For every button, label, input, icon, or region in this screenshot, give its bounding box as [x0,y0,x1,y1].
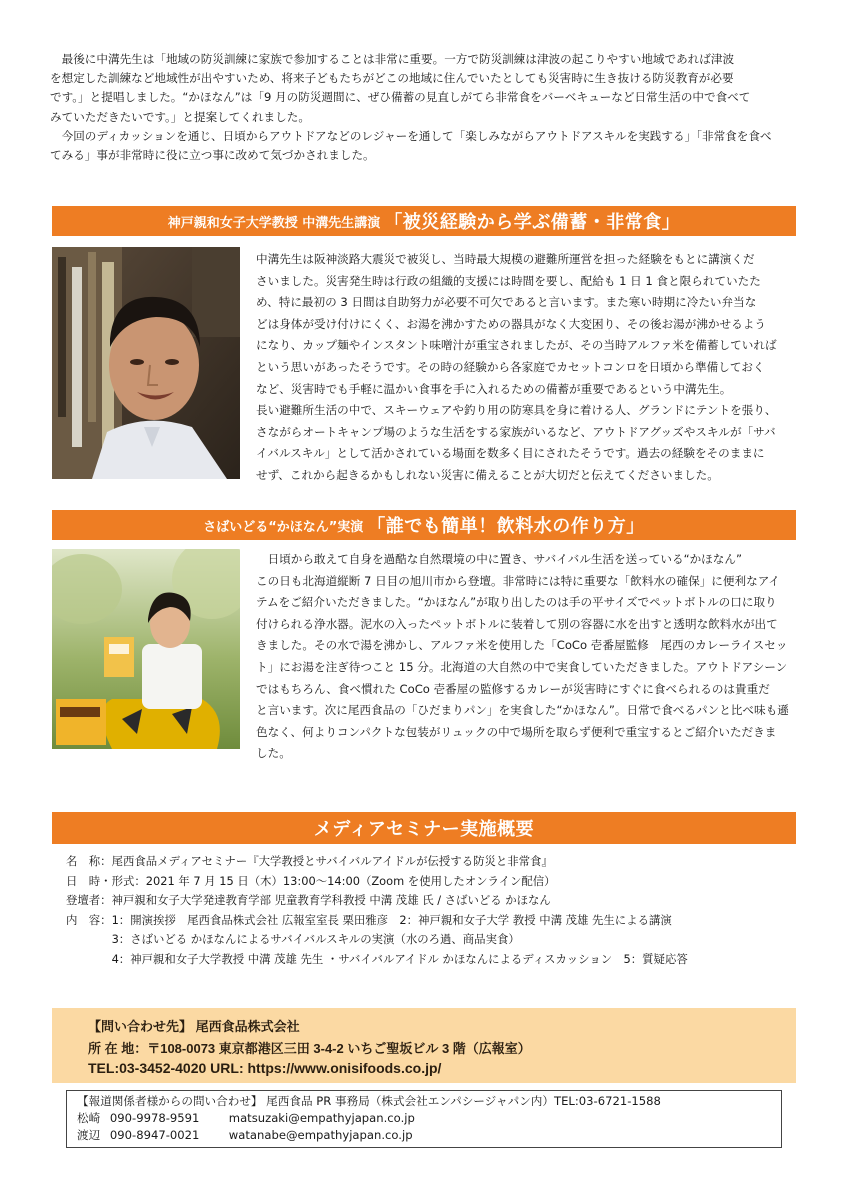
section1-header-big: 「被災経験から学ぶ備蓄・非常食」 [384,212,681,233]
section1-line: になり、カップ麺やインスタント味噌汁が重宝されましたが、その当時アルファ米を備蓄していれば [256,338,777,353]
intro-line: てみる」事が非常時に役に立つ事に改めて気づかされました。 [50,148,375,163]
intro-line: です。」と提唱しました。“かほなん”は「9 月の防災週間に、ぜひ備蓄の見直しがてら非常食をバーベキューなど日常生活の中で食べて [50,90,751,105]
professor-photo [52,247,240,479]
press-contact-email[interactable]: matsuzaki@empathyjapan.co.jp [228,1111,415,1125]
intro-paragraph [50,50,802,165]
overview-line: 内 容：1：開演挨拶 尾西食品株式会社 広報室室長 栗田雅彦 2：神戸親和女子大学 教授 中溝 茂雄 先生による講演 [66,912,672,927]
section2-line: テムをご紹介いただきました。“かほなん”が取り出したのは手の平サイズでペットボトルの口に取り [256,595,777,610]
press-contact-name: 渡辺 [77,1128,101,1142]
press-contact-phone: 090-8947-0021 [109,1128,200,1142]
press-contact-row [77,1127,781,1144]
section2-line: ではもちろん、食べ慣れた CoCo 壱番屋の監修するカレーが災害時にすぐに食べられるのは貴重だ [256,681,770,696]
section1-line: せず、これから起きるかもしれない災害に備えることが大切だと伝えてくださいました。 [256,467,719,482]
section1-line: という思いがあったそうです。その時の経験から各家庭でカセットコンロを日頃から準備しておく [256,359,765,374]
contact-box [52,1008,796,1083]
section2-line: ト」にお湯を注ぎ待つこと 15 分。北海道の大自然の中で実食していただきました。アウトドアシーン [256,659,788,674]
section2-header-small: さばいどる“かほなん”実演 [203,519,364,535]
overview-line: 3：さばいどる かほなんによるサバイバルスキルの実演（水のろ過、商品実食） [66,932,520,946]
press-contact-email[interactable]: watanabe@empathyjapan.co.jp [228,1128,413,1142]
section1-line: め、特に最初の 3 日間は自助努力が必要不可欠であると言います。また寒い時期に冷たい弁当な [256,295,757,310]
press-contact-row [77,1110,781,1127]
overview-list [66,852,688,969]
overview-line: 4：神戸親和女子大学教授 中溝 茂雄 先生 ・サバイバルアイドル かほなんによるディスカッション 5：質疑応答 [66,951,688,966]
press-contact-phone: 090-9978-9591 [109,1111,200,1125]
section2-line: 日頃から敢えて自身を過酷な自然環境の中に置き、サバイバル生活を送っている“かほなん” [256,552,742,566]
intro-line: みていただきたいです。」と提案してくれました。 [50,109,310,124]
section1-header-small: 神戸親和女子大学教授 中溝先生講演 [167,215,381,231]
contact-address: 所 在 地：〒108-0073 東京都港区三田 3-4-2 いちご聖坂ビル 3 階（広報室） [88,1041,531,1056]
section1-line: さながらオートキャンプ場のような生活をする家族がいるなど、アウトドアグッズやスキルが「サバ [256,424,776,439]
overview-line: 登壇者：神戸親和女子大学発達教育学部 児童教育学科教授 中溝 茂雄 氏 / さばいどる かほなん [66,893,551,907]
section2-body [256,549,802,765]
section2-line: 付けられる浄水器。泥水の入ったペットボトルに装着して別の容器に水を出すと透明な飲料水が出て [256,616,778,631]
section1-line: など、災害時でも手軽に温かい食事を手に入れるための備蓄が重要であるという中溝先生。 [256,381,732,396]
section2-line: した。 [256,746,291,761]
contact-title: 【問い合わせ先】 尾西食品株式会社 [88,1019,300,1034]
section2-header [52,510,796,540]
section2-line: きました。その水で湯を沸かし、アルファ米を使用した「CoCo 壱番屋監修 尾西のカレーライスセッ [256,638,788,653]
press-contact-box [66,1090,782,1148]
section1-line: さいました。災害発生時は行政の組織的支援には時間を要し、配給も 1 日 1 食と限られていたた [256,273,761,288]
section2-header-big: 「誰でも簡単！飲料水の作り方」 [367,516,645,537]
intro-line: を想定した訓練など地域性が出やすいため、将来子どもたちがどこの地域に住んでいたとしても災害時に生き抜ける防災教育が必要 [50,71,734,86]
press-contact-name: 松崎 [77,1111,101,1125]
section2-line: 色なく、何よりコンパクトな包装がリュックの中で場所を取らず便利で重宝するとご紹介いただきま [256,724,777,739]
section1-line: どは身体が受け付けにくく、お湯を沸かすための器具がなく大変困り、その後お湯が沸かせるよう [256,316,766,331]
intro-line: 今回のディカッションを通じ、日頃からアウトドアなどのレジャーを通して「楽しみながらアウトドアスキルを実践する」「非常食を食べ [50,128,772,143]
section2-line: と言います。次に尾西食品の「ひだまりパン」を実食した“かほなん”。日常で食べるパンと比べ味も遜 [256,703,789,718]
section1-line: 中溝先生は阪神淡路大震災で被災し、当時最大規模の避難所運営を担った経験をもとに講演くだ [256,252,755,266]
overview-line: 日 時・形式：2021 年 7 月 15 日（木）13:00～14:00（Zoom を使用したオンライン配信） [66,873,556,888]
overview-header [52,812,796,844]
overview-title: メディアセミナー実施概要 [313,819,535,840]
intro-line: 最後に中溝先生は「地域の防災訓練に家族で参加することは非常に重要。一方で防災訓練は津波の起こりやすい地域であれば津波 [50,52,735,66]
press-title: 【報道関係者様からの問い合わせ】 尾西食品 PR 事務局（株式会社エンパシージャパン内）TEL:03-6721-1588 [77,1094,661,1108]
overview-line: 名 称：尾西食品メディアセミナー『大学教授とサバイバルアイドルが伝授する防災と非常食』 [66,854,553,868]
kahonan-photo [52,549,240,749]
contact-tel-url[interactable]: TEL:03-3452-4020 URL: https://www.onisifoods.co.jp/ [88,1060,442,1076]
section1-line: 長い避難所生活の中で、スキーウェアや釣り用の防寒具を身に着ける人、グランドにテントを張り、 [256,403,777,418]
section1-body [256,249,802,487]
section2-line: この日も北海道縦断 7 日目の旭川市から登壇。非常時には特に重要な「飲料水の確保」に便利なアイ [256,573,780,588]
section1-line: イバルスキル」として活かされている場面を数多く目にされたそうです。過去の経験をそのままに [256,446,765,461]
section1-header [52,206,796,236]
